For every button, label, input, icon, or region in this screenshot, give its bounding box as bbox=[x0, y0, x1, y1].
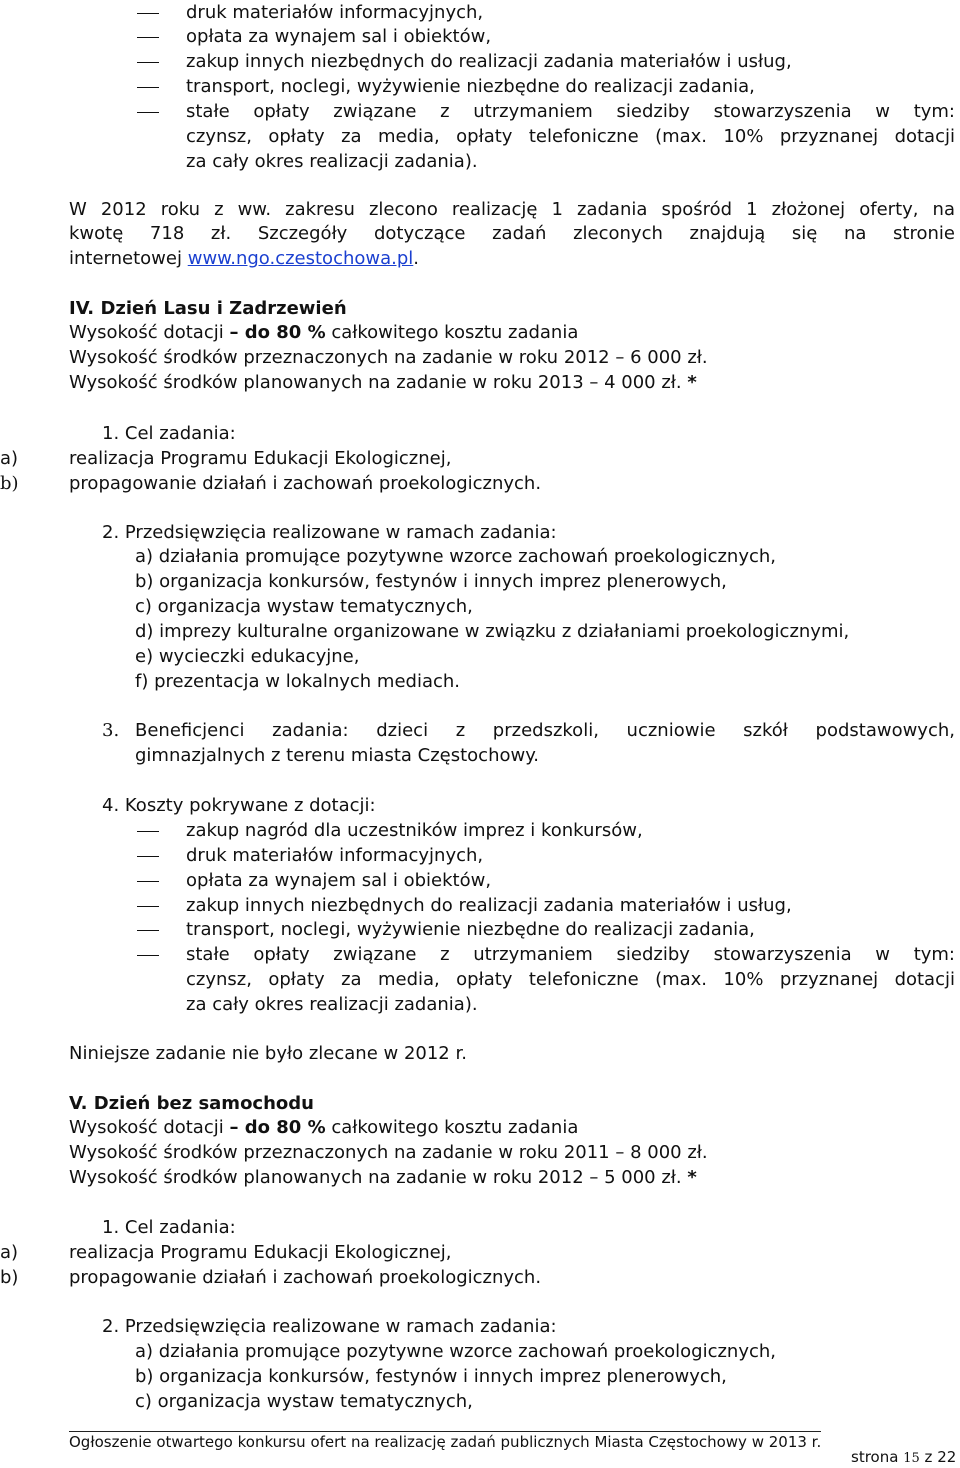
list-item: opłata za wynajem sal i obiektów, bbox=[186, 26, 492, 47]
funds-planned-text: Wysokość środków planowanych na zadanie w roku 2012 – 5 000 zł. bbox=[69, 1167, 682, 1188]
ngo-website-link[interactable]: www.ngo.czestochowa.pl bbox=[187, 248, 414, 269]
section-note: Niniejsze zadanie nie było zlecane w 2012 r. bbox=[69, 1043, 467, 1064]
subsection-heading: 2. Przedsięwzięcia realizowane w ramach zadania: bbox=[102, 522, 557, 543]
grant-amount-line bbox=[69, 1116, 578, 1140]
list-item-continuation: za cały okres realizacji zadania). bbox=[186, 151, 478, 172]
period: . bbox=[413, 248, 420, 269]
page-label: strona bbox=[851, 1448, 899, 1466]
list-item: c) organizacja wystaw tematycznych, bbox=[135, 596, 473, 617]
dash-icon bbox=[137, 856, 159, 857]
list-item: druk materiałów informacyjnych, bbox=[186, 845, 484, 866]
current-page: 15 bbox=[903, 1451, 920, 1466]
list-item: druk materiałów informacyjnych, bbox=[186, 2, 484, 23]
summary-paragraph-line: W 2012 roku z ww. zakresu zlecono realizację 1 zadania spośród 1 złożonej oferty, na bbox=[69, 199, 955, 220]
list-item-continuation: za cały okres realizacji zadania). bbox=[186, 994, 478, 1015]
summary-text: internetowej bbox=[69, 248, 182, 269]
list-item: zakup innych niezbędnych do realizacji zadania materiałów i usług, bbox=[186, 51, 792, 72]
subsection-heading: 1. Cel zadania: bbox=[102, 423, 236, 444]
page-footer: Ogłoszenie otwartego konkursu ofert na realizację zadań publicznych Miasta Częstochowy w 2013 r. bbox=[69, 1433, 822, 1451]
grant-percent: – do 80 % bbox=[229, 1117, 326, 1138]
list-item: e) wycieczki edukacyjne, bbox=[135, 646, 360, 667]
list-item: zakup nagród dla uczestników imprez i konkursów, bbox=[186, 820, 643, 841]
list-marker: a) bbox=[0, 1242, 19, 1263]
page-separator: z bbox=[924, 1448, 933, 1466]
list-item: stałe opłaty związane z utrzymaniem siedziby stowarzyszenia w tym: bbox=[186, 944, 955, 965]
funds-previous-year: Wysokość środków przeznaczonych na zadanie w roku 2012 – 6 000 zł. bbox=[69, 347, 708, 368]
dash-icon bbox=[137, 955, 159, 956]
list-item: a) działania promujące pozytywne wzorce zachowań proekologicznych, bbox=[135, 546, 777, 567]
list-item: b) organizacja konkursów, festynów i innych imprez plenerowych, bbox=[135, 1366, 727, 1387]
list-item: realizacja Programu Edukacji Ekologicznej, bbox=[69, 1242, 452, 1263]
funds-planned-text: Wysokość środków planowanych na zadanie w roku 2013 – 4 000 zł. bbox=[69, 372, 682, 393]
list-item-continuation: czynsz, opłaty za media, opłaty telefoniczne (max. 10% przyznanej dotacji bbox=[186, 969, 955, 990]
list-item: f) prezentacja w lokalnych mediach. bbox=[135, 671, 461, 692]
dash-icon bbox=[137, 62, 159, 63]
summary-paragraph-line: kwotę 718 zł. Szczegóły dotyczące zadań zleconych znajdują się na stronie bbox=[69, 223, 955, 244]
beneficiaries-line: gimnazjalnych z terenu miasta Częstochowy. bbox=[135, 745, 540, 766]
page-number bbox=[851, 1448, 956, 1468]
grant-label: Wysokość dotacji bbox=[69, 1117, 230, 1138]
funds-planned bbox=[69, 1166, 697, 1190]
asterisk-marker: * bbox=[687, 372, 697, 393]
list-item: transport, noclegi, wyżywienie niezbędne do realizacji zadania, bbox=[186, 76, 755, 97]
grant-amount-line bbox=[69, 321, 578, 345]
list-item: d) imprezy kulturalne organizowane w związku z działaniami proekologicznymi, bbox=[135, 621, 850, 642]
list-item: propagowanie działań i zachowań proekologicznych. bbox=[69, 473, 542, 494]
subsection-heading: 1. Cel zadania: bbox=[102, 1217, 236, 1238]
list-item: stałe opłaty związane z utrzymaniem siedziby stowarzyszenia w tym: bbox=[186, 101, 955, 122]
list-marker: b) bbox=[0, 473, 19, 494]
dash-icon bbox=[137, 112, 159, 113]
funds-planned bbox=[69, 371, 697, 395]
list-item: b) organizacja konkursów, festynów i innych imprez plenerowych, bbox=[135, 571, 727, 592]
dash-icon bbox=[137, 13, 159, 14]
section-number: IV. bbox=[69, 298, 95, 319]
grant-percent: – do 80 % bbox=[229, 322, 326, 343]
subsection-number: 3. bbox=[102, 720, 120, 741]
list-marker: b) bbox=[0, 1267, 19, 1288]
list-item: c) organizacja wystaw tematycznych, bbox=[135, 1391, 473, 1412]
section-heading bbox=[69, 1092, 314, 1116]
dash-icon bbox=[137, 906, 159, 907]
section-heading bbox=[69, 297, 347, 321]
subsection-heading: 4. Koszty pokrywane z dotacji: bbox=[102, 795, 376, 816]
section-title: Dzień bez samochodu bbox=[93, 1093, 314, 1114]
dash-icon bbox=[137, 831, 159, 832]
subsection-heading: 2. Przedsięwzięcia realizowane w ramach zadania: bbox=[102, 1316, 557, 1337]
list-item: opłata za wynajem sal i obiektów, bbox=[186, 870, 492, 891]
dash-icon bbox=[137, 930, 159, 931]
dash-icon bbox=[137, 87, 159, 88]
section-number: V. bbox=[69, 1093, 88, 1114]
list-item: a) działania promujące pozytywne wzorce zachowań proekologicznych, bbox=[135, 1341, 777, 1362]
funds-previous-year: Wysokość środków przeznaczonych na zadanie w roku 2011 – 8 000 zł. bbox=[69, 1142, 708, 1163]
grant-label: Wysokość dotacji bbox=[69, 322, 230, 343]
list-item: transport, noclegi, wyżywienie niezbędne do realizacji zadania, bbox=[186, 919, 755, 940]
list-marker: a) bbox=[0, 448, 19, 469]
list-item: propagowanie działań i zachowań proekologicznych. bbox=[69, 1267, 542, 1288]
list-item: zakup innych niezbędnych do realizacji zadania materiałów i usług, bbox=[186, 895, 792, 916]
list-item: realizacja Programu Edukacji Ekologicznej, bbox=[69, 448, 452, 469]
grant-suffix: całkowitego kosztu zadania bbox=[325, 1117, 579, 1138]
list-item-continuation: czynsz, opłaty za media, opłaty telefoniczne (max. 10% przyznanej dotacji bbox=[186, 126, 955, 147]
summary-paragraph-line bbox=[69, 247, 419, 271]
total-pages: 22 bbox=[937, 1448, 957, 1466]
asterisk-marker: * bbox=[687, 1167, 697, 1188]
section-title: Dzień Lasu i Zadrzewień bbox=[100, 298, 347, 319]
grant-suffix: całkowitego kosztu zadania bbox=[325, 322, 579, 343]
dash-icon bbox=[137, 37, 159, 38]
dash-icon bbox=[137, 881, 159, 882]
beneficiaries-line: Beneficjenci zadania: dzieci z przedszkoli, uczniowie szkół podstawowych, bbox=[135, 720, 955, 741]
